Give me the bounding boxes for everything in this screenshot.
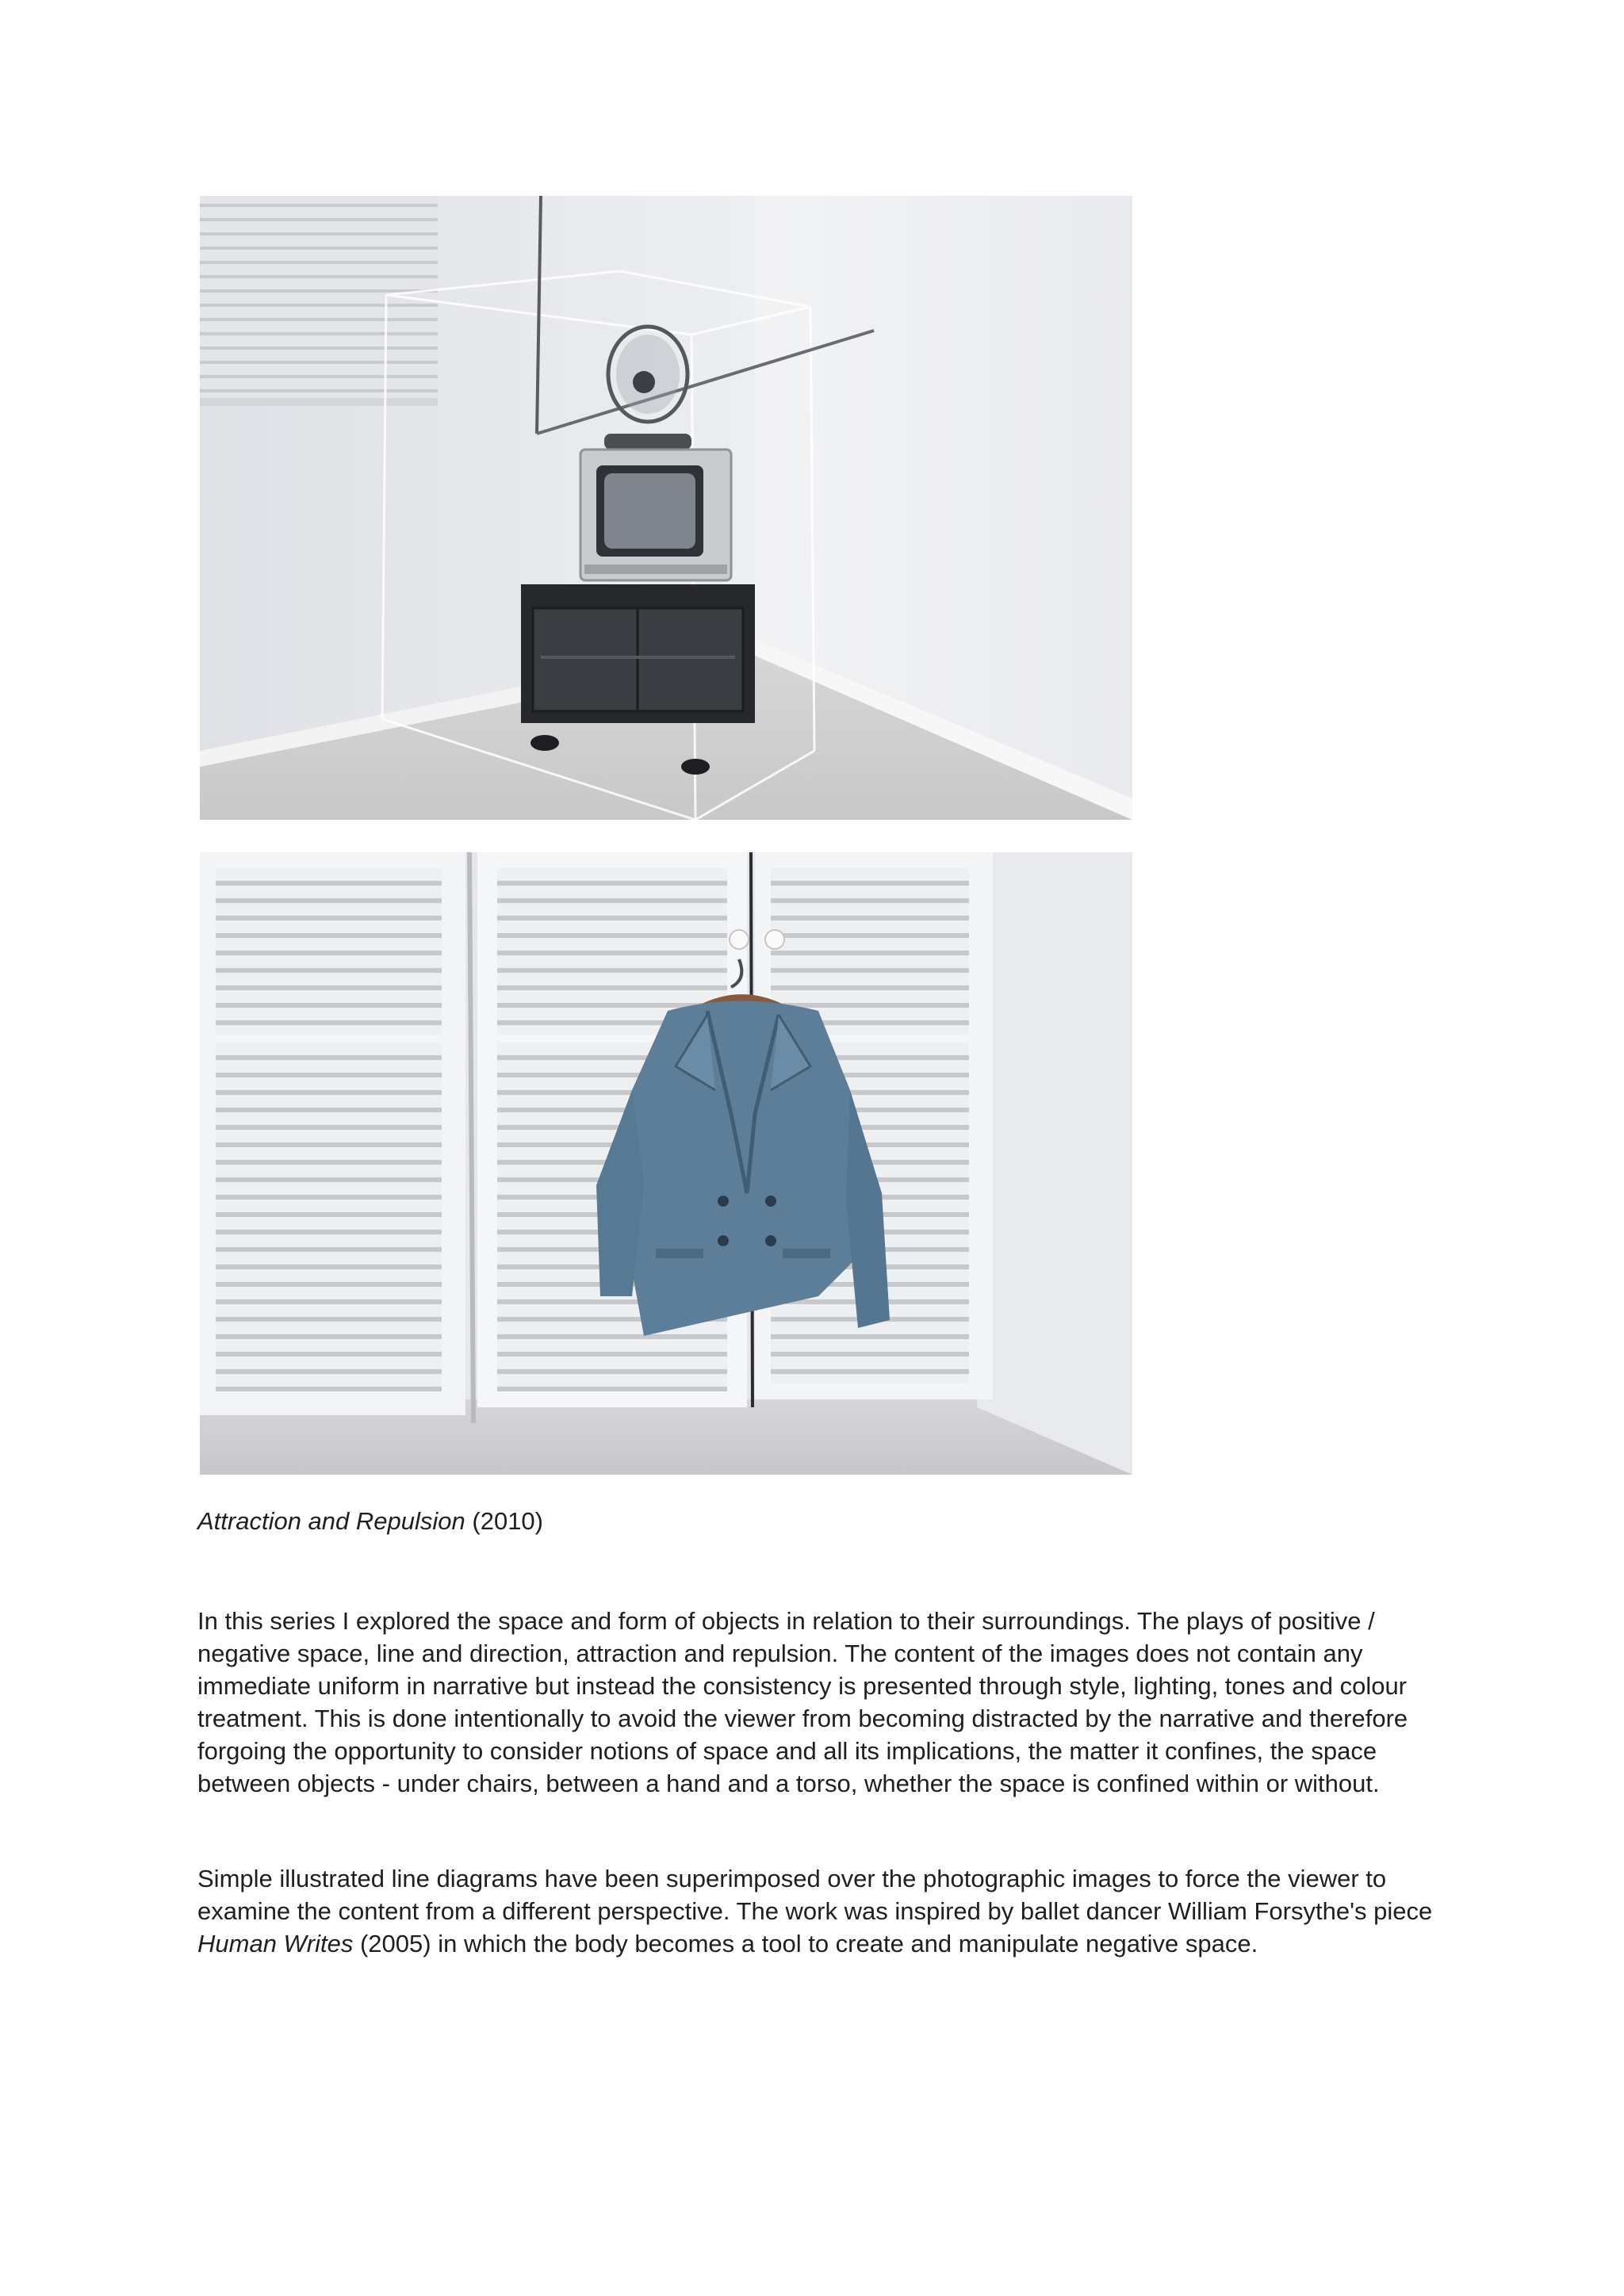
work-title: Human Writes	[197, 1930, 354, 1957]
figure-caption	[197, 1505, 543, 1538]
photo-television-corner	[200, 196, 1132, 820]
blinds	[200, 196, 438, 406]
suit-photo-illustration	[200, 852, 1132, 1475]
body-paragraph-1: In this series I explored the space and form of objects in relation to their surroundings. The plays of positive / negative space, line and direction, attraction and repulsion. The content of the images does not contain any immediate uniform in narrative but instead the consistency is presented through style, lighting, tones and colour treatment. This is done intentionally to avoid the viewer from becoming distracted by the narrative and therefore forgoing the opportunity to consider notions of space and all its implications, the matter it confines, the space between objects - under chairs, between a hand and a torso, whether the space is confined within or without.	[197, 1607, 1408, 1797]
photo-suit-closet	[200, 852, 1132, 1475]
caption-year: (2010)	[472, 1507, 543, 1535]
paragraph2-after: (2005) in which the body becomes a tool to create and manipulate negative space.	[353, 1930, 1258, 1957]
television-photo-illustration	[200, 196, 1132, 820]
louvered-doors	[200, 852, 993, 1423]
body-paragraph-2	[197, 1862, 1434, 1960]
paragraph2-before: Simple illustrated line diagrams have been superimposed over the photographic images to force the viewer to examine the content from a different perspective. The work was inspired by ballet dancer William Forsythe's piece	[197, 1865, 1433, 1925]
caption-title: Attraction and Repulsion	[197, 1507, 465, 1535]
